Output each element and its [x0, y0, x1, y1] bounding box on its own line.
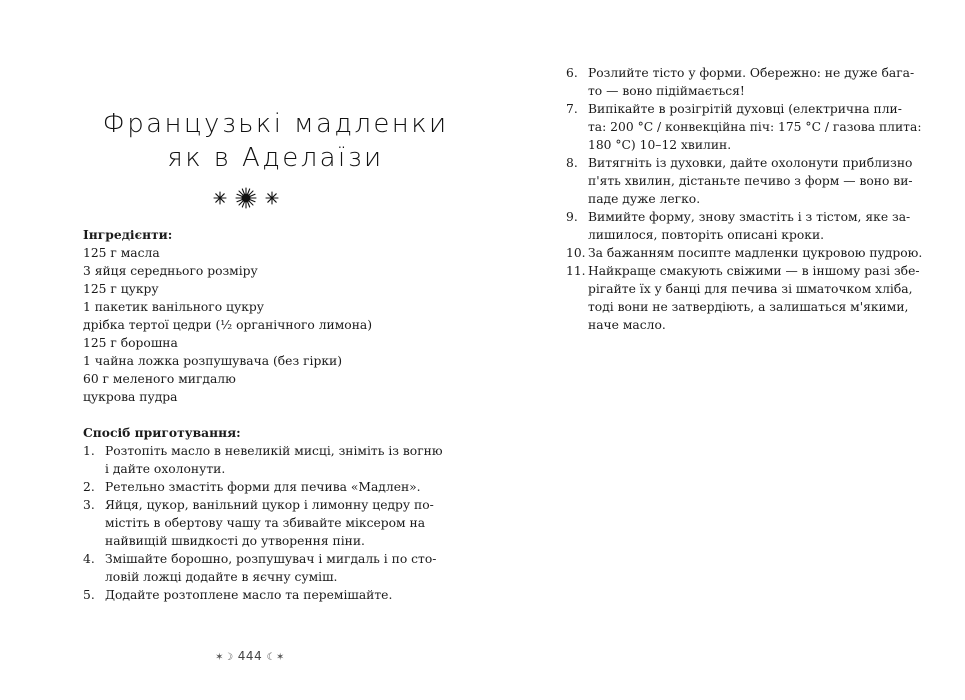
step-text-line: Ретельно змастіть форми для печива «Мадлен».	[105, 480, 421, 494]
step-text-line: Вимийте форму, знову змастіть і з тістом, яке за-	[588, 210, 911, 224]
step-text-line: Яйця, цукор, ванільний цукор і лимонну цедру по-	[105, 498, 434, 512]
ingredient-item: дрібка тертої цедри (½ органічного лимона)	[83, 318, 373, 332]
step-text	[588, 64, 915, 100]
step-number: 8.	[566, 156, 578, 170]
step-text	[105, 442, 443, 478]
step-text	[588, 244, 923, 262]
step-text-line: містіть в обертову чашу та збивайте міксером на	[105, 516, 426, 530]
step-text-line: і дайте охолонути.	[105, 462, 226, 476]
step-number: 3.	[83, 498, 95, 512]
step-text	[588, 154, 913, 208]
step-text	[105, 496, 434, 550]
method-step	[83, 478, 423, 496]
step-text-line: рігайте їх у банці для печива зі шматочком хліба,	[588, 282, 913, 296]
step-text-line: Додайте розтоплене масло та перемішайте.	[105, 588, 393, 602]
step-text-line: п'ять хвилин, дістаньте печиво з форм — воно ви-	[588, 174, 913, 188]
method-section	[83, 424, 443, 604]
ingredients-section	[83, 226, 423, 406]
step-text-line: наче масло.	[588, 318, 666, 332]
step-text-line: За бажанням посипте мадленки цукровою пудрою.	[588, 246, 923, 260]
step-text-line: Найкраще смакують свіжими — в іншому разі збе-	[588, 264, 920, 278]
step-text-line: Випікайте в розігрітій духовці (електрична пли-	[588, 102, 902, 116]
ingredient-item: 1 чайна ложка розпушувача (без гірки)	[83, 354, 343, 368]
step-text-line: Розлийте тісто у форми. Обережно: не дуже бага-	[588, 66, 915, 80]
step-text	[105, 550, 437, 586]
star-moon-left-icon: ✶☽	[215, 652, 234, 663]
step-text-line: Розтопіть масло в невеликій мисці, зніміть із вогню	[105, 444, 443, 458]
method-step	[566, 154, 913, 208]
method-step	[566, 100, 922, 154]
method-step	[566, 208, 911, 244]
step-text	[588, 208, 911, 244]
method-steps-left	[83, 442, 443, 604]
page-number: 444	[237, 649, 263, 663]
method-step	[83, 442, 443, 478]
step-number: 11.	[566, 264, 586, 278]
step-text-line: найвищій швидкості до утворення піни.	[105, 534, 365, 548]
ingredient-item: 1 пакетик ванільного цукру	[83, 300, 264, 314]
page-number-footer	[210, 649, 290, 663]
step-number: 1.	[83, 444, 95, 458]
method-step	[566, 262, 920, 334]
ingredients-heading: Інгредієнти:	[83, 227, 173, 242]
step-text-line: Витягніть із духовки, дайте охолонути приблизно	[588, 156, 913, 170]
step-text	[105, 586, 423, 604]
method-step	[83, 586, 423, 604]
method-step	[566, 244, 923, 262]
recipe-title-line-1: Французькі мадленки	[102, 109, 449, 139]
method-heading: Спосіб приготування:	[83, 425, 241, 440]
step-text	[588, 100, 922, 154]
method-continuation	[566, 64, 923, 334]
ingredient-item: 60 г меленого мигдалю	[83, 372, 236, 386]
step-number: 6.	[566, 66, 578, 80]
method-step	[83, 550, 437, 586]
step-number: 4.	[83, 552, 95, 566]
recipe-title-line-2: як в Аделаїзи	[167, 143, 384, 173]
step-text-line: паде дуже легко.	[588, 192, 701, 206]
step-number: 10.	[566, 246, 586, 260]
recipe-title	[83, 107, 468, 175]
step-text	[588, 262, 920, 334]
step-number: 7.	[566, 102, 578, 116]
method-steps-right	[566, 64, 923, 334]
step-text-line: та: 200 °C / конвекційна піч: 175 °C / газова плита:	[588, 120, 922, 134]
ingredient-list	[83, 244, 423, 406]
method-step	[83, 496, 434, 550]
three-stars-ornament-icon	[83, 186, 408, 210]
step-text-line: лишилося, повторіть описані кроки.	[588, 228, 825, 242]
method-step	[566, 64, 915, 100]
step-text	[105, 478, 423, 496]
step-text-line: тоді вони не затвердіють, а залишаться м'якими,	[588, 300, 909, 314]
ingredient-item: 125 г цукру	[83, 282, 159, 296]
ingredient-item: цукрова пудра	[83, 390, 178, 404]
step-text-line: то — воно підіймається!	[588, 84, 745, 98]
step-number: 2.	[83, 480, 95, 494]
ingredient-item: 125 г масла	[83, 246, 160, 260]
step-number: 5.	[83, 588, 95, 602]
step-text-line: ловій ложці додайте в яєчну суміш.	[105, 570, 338, 584]
step-text-line: 180 °C) 10–12 хвилин.	[588, 138, 732, 152]
moon-star-right-icon: ☾✶	[266, 652, 285, 663]
step-number: 9.	[566, 210, 578, 224]
ingredient-item: 3 яйця середнього розміру	[83, 264, 258, 278]
step-text-line: Змішайте борошно, розпушувач і мигдаль і по сто-	[105, 552, 437, 566]
ingredient-item: 125 г борошна	[83, 336, 178, 350]
